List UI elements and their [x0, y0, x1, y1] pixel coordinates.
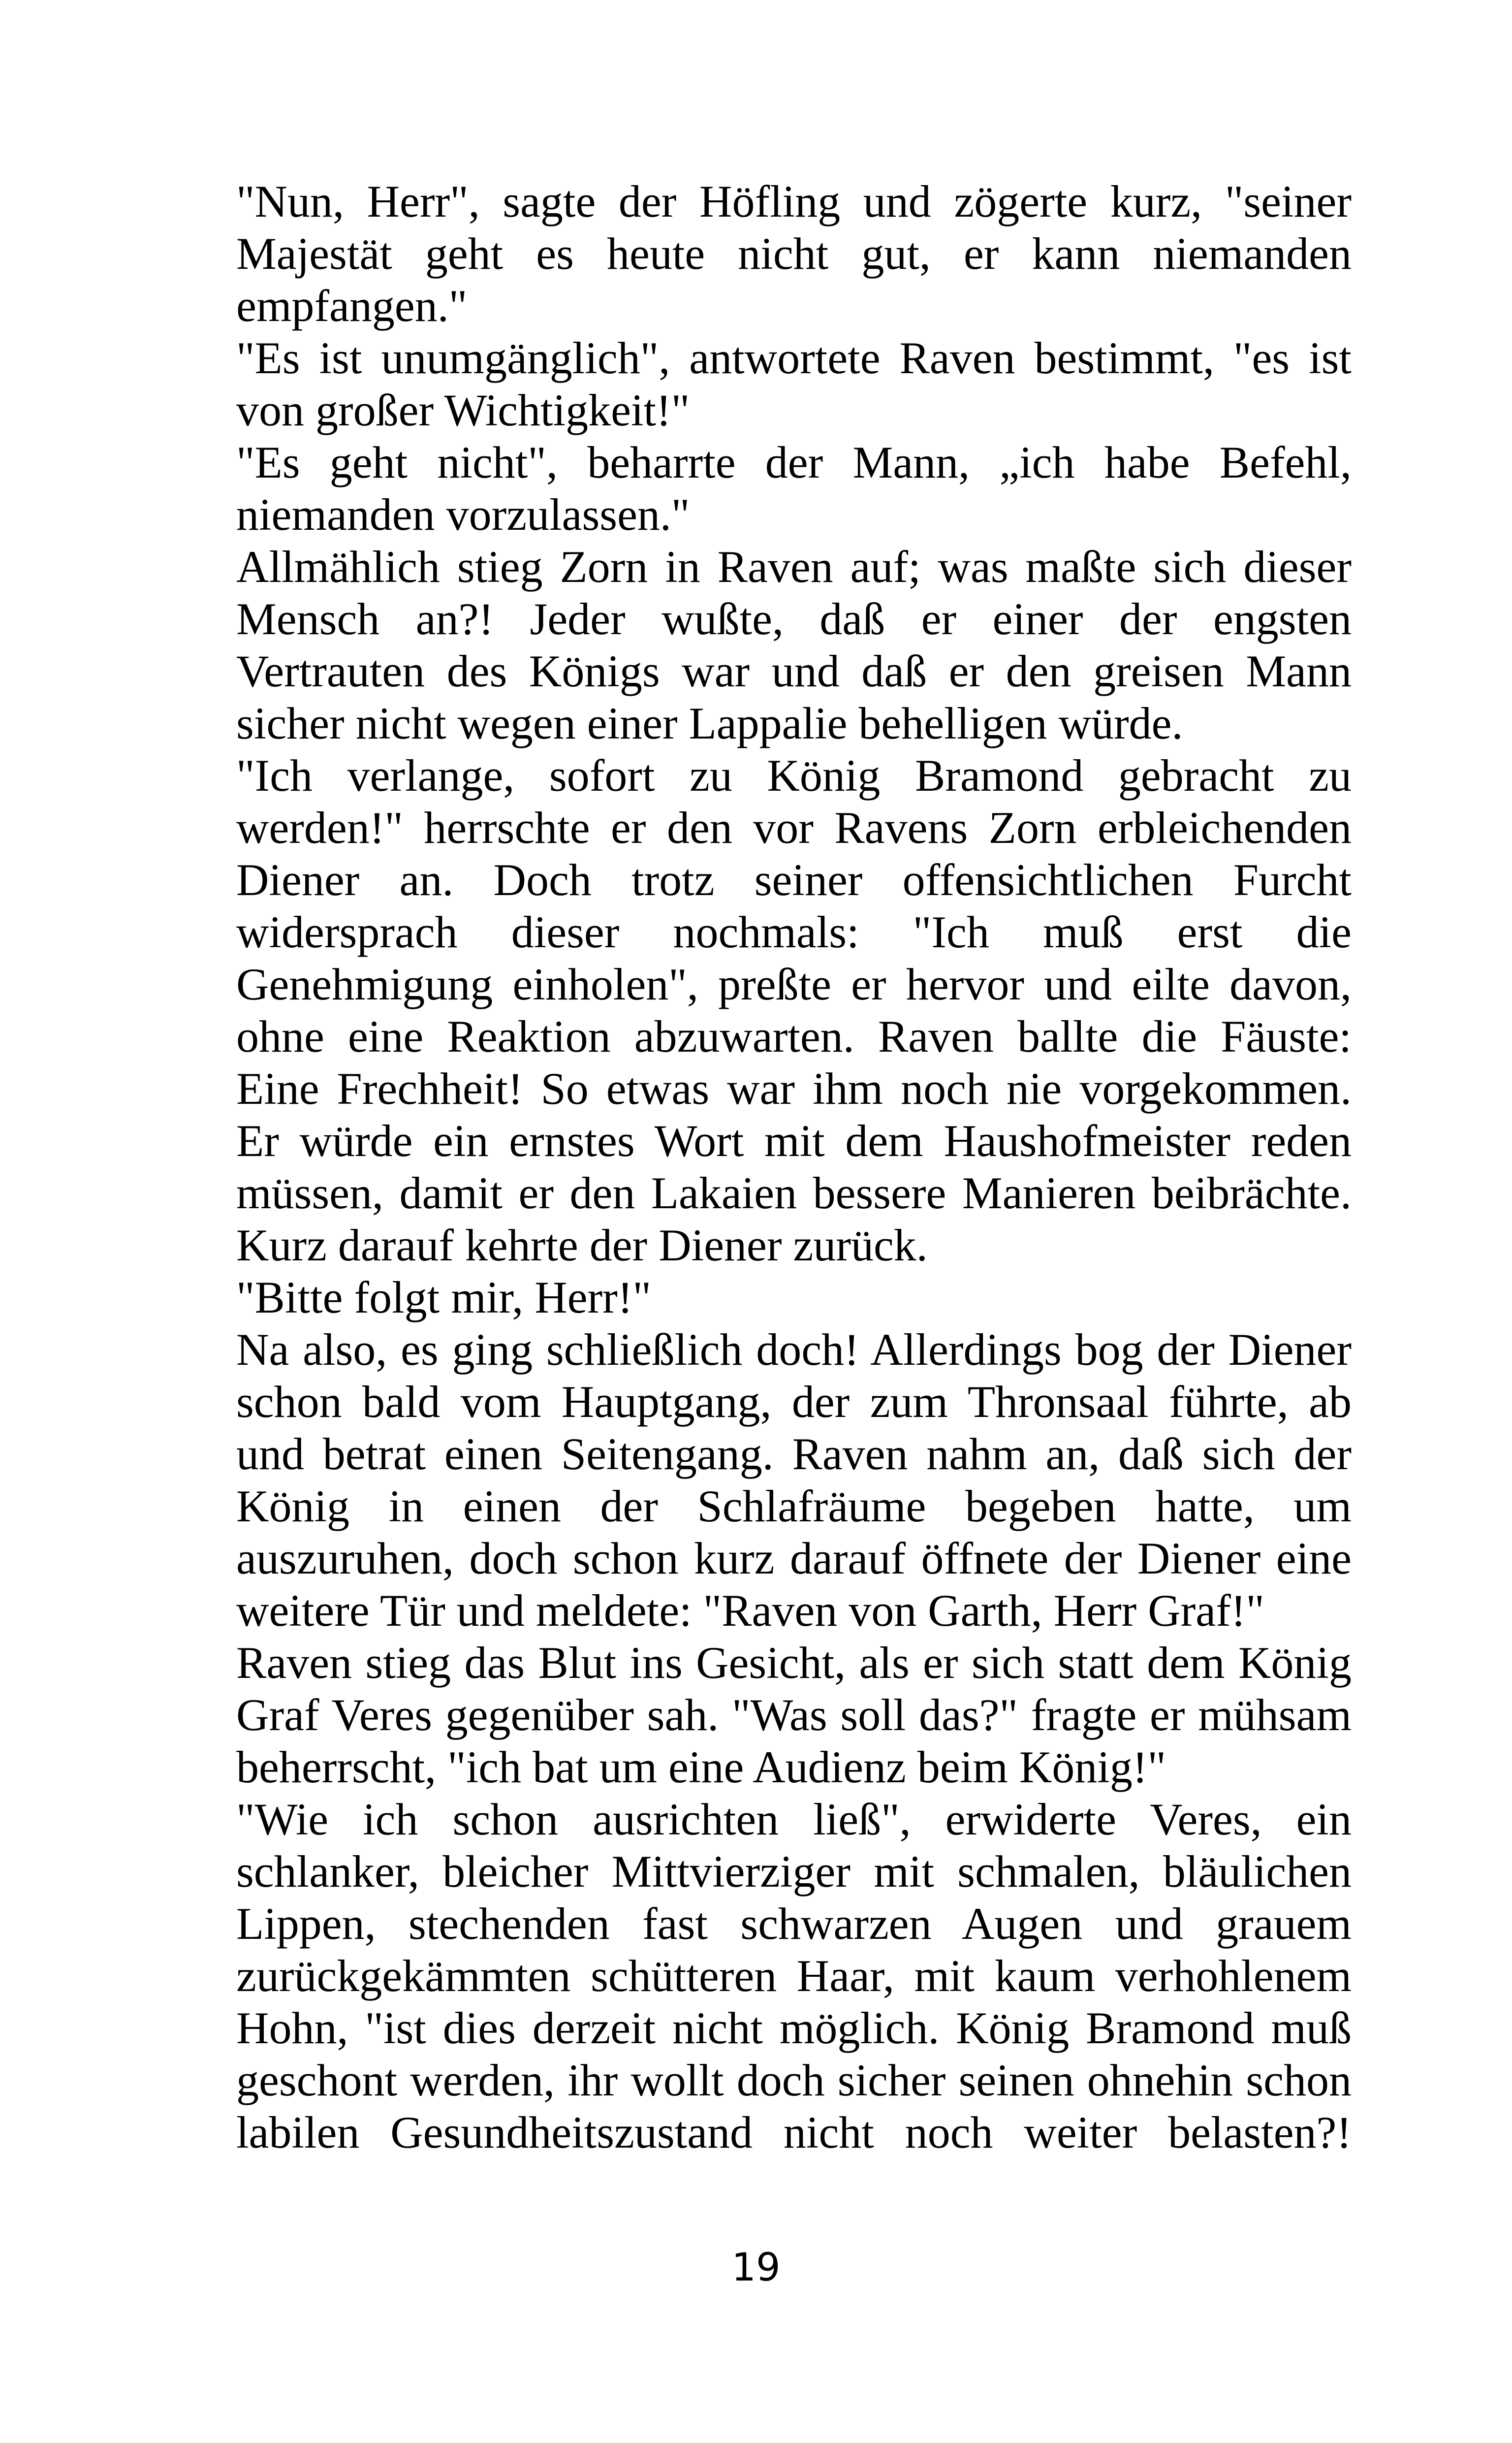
- paragraph-1: "Nun, Herr", sagte der Höfling und zögerte kurz, "seiner Majestät geht es heute nicht gut, er kann niemanden empfangen.": [236, 176, 1352, 331]
- paragraph-6: "Bitte folgt mir, Herr!": [236, 1272, 652, 1322]
- paragraph-4: Allmählich stieg Zorn in Raven auf; was maßte sich dieser Mensch an?! Jeder wußte, daß er einer der engsten Vertrauten des Königs war und daß er den greisen Mann sicher nicht wegen einer Lappalie behelligen würde.: [236, 542, 1352, 748]
- page-number: 19: [731, 2246, 781, 2290]
- body-text: [236, 175, 1352, 2158]
- paragraph-7: Na also, es ging schließlich doch! Allerdings bog der Diener schon bald vom Hauptgang, der zum Thronsaal führte, ab und betrat einen Seitengang. Raven nahm an, daß sich der König in einen der Schlafräume begeben hatte, um auszuruhen, doch schon kurz darauf öffnete der Diener eine weitere Tür und meldete: "Raven von Garth, Herr Graf!": [236, 1324, 1352, 1636]
- paragraph-3: "Es geht nicht", beharrte der Mann, „ich habe Befehl, niemanden vorzulassen.": [236, 437, 1352, 540]
- paragraph-2: "Es ist unumgänglich", antwortete Raven bestimmt, "es ist von großer Wichtigkeit!": [236, 333, 1352, 435]
- paragraph-5: "Ich verlange, sofort zu König Bramond gebracht zu werden!" herrschte er den vor Ravens Zorn erbleichenden Diener an. Doch trotz seiner offensichtlichen Furcht widersprach dieser nochmals: "Ich muß erst die Genehmigung einholen", preßte er hervor und eilte davon, ohne eine Reaktion abzuwarten. Raven ballte die Fäuste: Eine Frechheit! So etwas war ihm noch nie vorgekommen. Er würde ein ernstes Wort mit dem Haushofmeister reden müssen, damit er den Lakaien bessere Manieren beibrächte. Kurz darauf kehrte der Diener zurück.: [236, 750, 1352, 1270]
- paragraph-9: "Wie ich schon ausrichten ließ", erwiderte Veres, ein schlanker, bleicher Mittvierziger mit schmalen, bläulichen Lippen, stechenden fast schwarzen Augen und grauem zurückgekämmten schütteren Haar, mit kaum verhohlenem Hohn, "ist dies derzeit nicht möglich. König Bramond muß geschont werden, ihr wollt doch sicher seinen ohnehin schon labilen Gesundheitszustand nicht noch weiter belasten?!: [236, 1794, 1352, 2157]
- paragraph-8: Raven stieg das Blut ins Gesicht, als er sich statt dem König Graf Veres gegenüber sah. "Was soll das?" fragte er mühsam beherrscht, "ich bat um eine Audienz beim König!": [236, 1638, 1352, 1792]
